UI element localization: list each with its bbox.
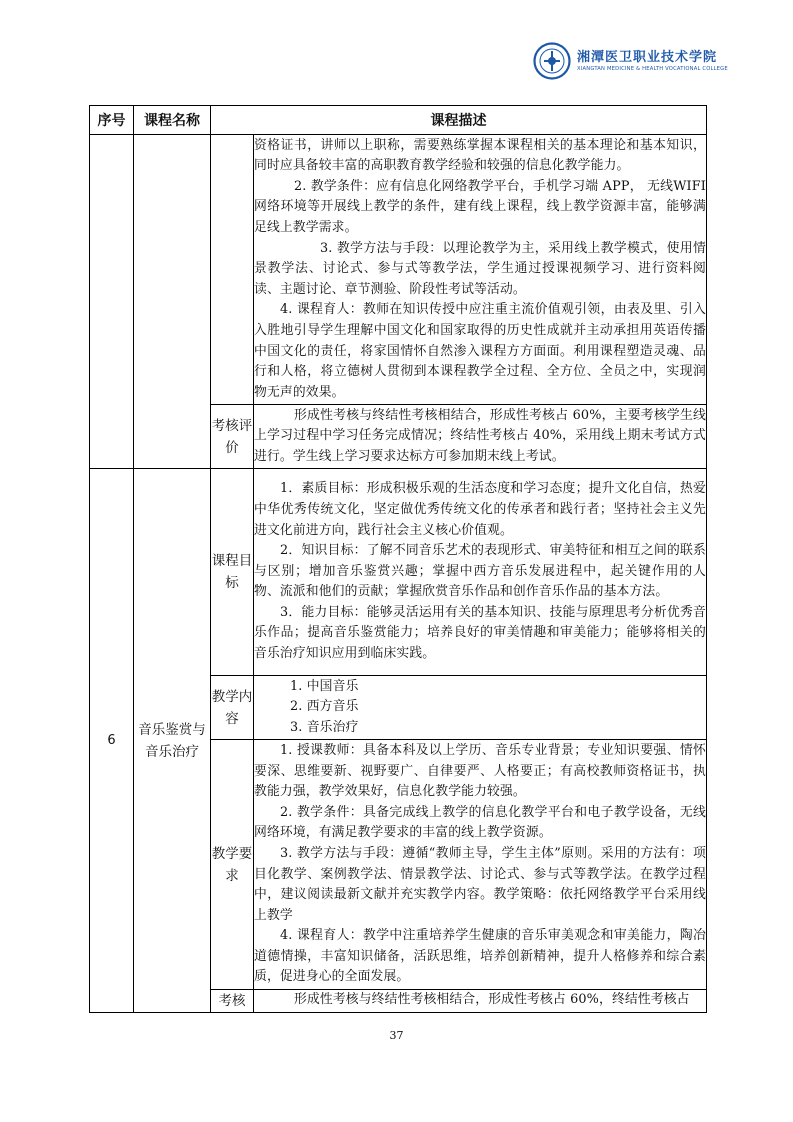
prev-seq-cell (90, 135, 134, 469)
prev-teaching-line: 2. 教学条件：应有信息化网络教学平台，手机学习端 APP， 无线WIFI 网络环境等开展线上教学的条件，建有线上课程，线上教学资源丰富，能够满足线上教学需求。 (254, 178, 706, 236)
content-cell (254, 676, 707, 740)
prev-assessment-label: 考核评价 (211, 405, 254, 469)
school-name: 湘潭医卫职业技术学院 (577, 50, 718, 65)
requirement-item: 1. 授课教师：具备本科及以上学历、音乐专业背景；专业知识要强、情怀要深、思维要新、视野要广、自律要严、人格要正；有高校教师资格证书，执教能力强，教学效果好，信息化教学能力较强。 (254, 742, 706, 800)
objectives-cell (254, 469, 707, 676)
table-row (90, 469, 707, 676)
objective-item: 2．知识目标：了解不同音乐艺术的表现形式、审美特征和相互之间的联系与区别；增加音乐鉴赏兴趣；掌握中西方音乐发展进程中，起关键作用的人物、流派和他们的贡献；掌握欣赏音乐作品和创作音乐作品的基本方法。 (254, 543, 706, 600)
page-number: 37 (389, 1029, 404, 1042)
table-row (90, 135, 707, 405)
requirement-item: 2. 教学条件：具备完成线上教学的信息化教学平台和电子教学设备，无线网络环境，有满足教学要求的丰富的线上教学资源。 (254, 804, 706, 841)
assessment-cell (254, 990, 707, 1013)
content-label: 教学内容 (211, 676, 254, 740)
prev-teaching-line: 资格证书，讲师以上职称，需要熟练掌握本课程相关的基本理论和基本知识，同时应具备较丰富的高职教育教学经验和较强的信息化教学能力。 (254, 137, 706, 174)
table-header-row (90, 106, 707, 135)
prev-sub-cell (211, 135, 254, 405)
requirement-item: 3. 教学方法与手段：遵循“教师主导，学生主体”原则。采用的方法有：项目化教学、案例教学法、情景教学法、讨论式、参与式等教学法。在教学过程中，建议阅读最新文献并充实教学内容。教学策略：依托网络教学平台采用线上教学 (254, 845, 706, 923)
objectives-label: 课程目标 (211, 469, 254, 676)
school-logo (533, 42, 728, 86)
header-course-name: 课程名称 (134, 106, 211, 135)
course-name: 音乐鉴赏与音乐治疗 (134, 469, 211, 1013)
prev-teaching-line: 3. 教学方法与手段：以理论教学为主，采用线上教学模式，使用情景教学法、讨论式、参与式等教学法，学生通过授课视频学习、进行资料阅读、主题讨论、章节测验、阶段性考试等活动。 (254, 240, 706, 297)
course-table (89, 105, 707, 1013)
content-item: 1. 中国音乐 (290, 678, 359, 694)
prev-teaching-requirements (254, 135, 707, 405)
requirements-label: 教学要求 (211, 740, 254, 990)
school-seal-icon (533, 42, 571, 80)
prev-assessment-text: 形成性考核与终结性考核相结合，形成性考核占 60%，主要考核学生线上学习过程中学习任务完成情况；终结性考核占 40%，采用线上期末考试方式进行。学生线上学习要求达标方可参加期末线上考试。 (254, 407, 706, 464)
requirement-item: 4. 课程育人：教学中注重培养学生健康的音乐审美观念和审美能力，陶冶道德情操，丰富知识储备，活跃思维，培养创新精神，提升人格修养和综合素质，促进身心的全面发展。 (254, 928, 706, 985)
assessment-text: 形成性考核与终结性考核相结合，形成性考核占 60%，终结性考核占 (294, 992, 690, 1007)
school-name-en: XIANGTAN MEDICINE & HEALTH VOCATIONAL COLLEGE (577, 66, 728, 72)
header-course-desc: 课程描述 (211, 106, 707, 135)
prev-name-cell (134, 135, 211, 469)
assessment-label: 考核 (211, 990, 254, 1013)
prev-assessment-cell (254, 405, 707, 469)
objective-item: 1．素质目标：形成积极乐观的生活态度和学习态度；提升文化自信，热爱中华优秀传统文化，坚定做优秀传统文化的传承者和践行者；坚持社会主义先进文化前进方向，践行社会主义核心价值观。 (254, 481, 706, 538)
header-seq: 序号 (90, 106, 134, 135)
objective-item: 3．能力目标：能够灵活运用有关的基本知识、技能与原理思考分析优秀音乐作品；提高音乐鉴赏能力；培养良好的审美情趣和审美能力；能够将相关的音乐治疗知识应用到临床实践。 (254, 604, 706, 662)
prev-teaching-line: 4. 课程育人：教师在知识传授中应注重主流价值观引领，由表及里、引入入胜地引导学生理解中国文化和国家取得的历史性成就并主动承担用英语传播中国文化的责任，将家国情怀自然渗入课程方方面面。利用课程塑造灵魂、品行和人格，将立德树人贯彻到本课程教学全过程、全方位、全员之中，实现润物无声的效果。 (254, 302, 706, 400)
content-item: 3. 音乐治疗 (290, 719, 359, 735)
content-item: 2. 西方音乐 (290, 699, 359, 715)
requirements-cell (254, 740, 707, 990)
course-seq: 6 (90, 469, 134, 1013)
